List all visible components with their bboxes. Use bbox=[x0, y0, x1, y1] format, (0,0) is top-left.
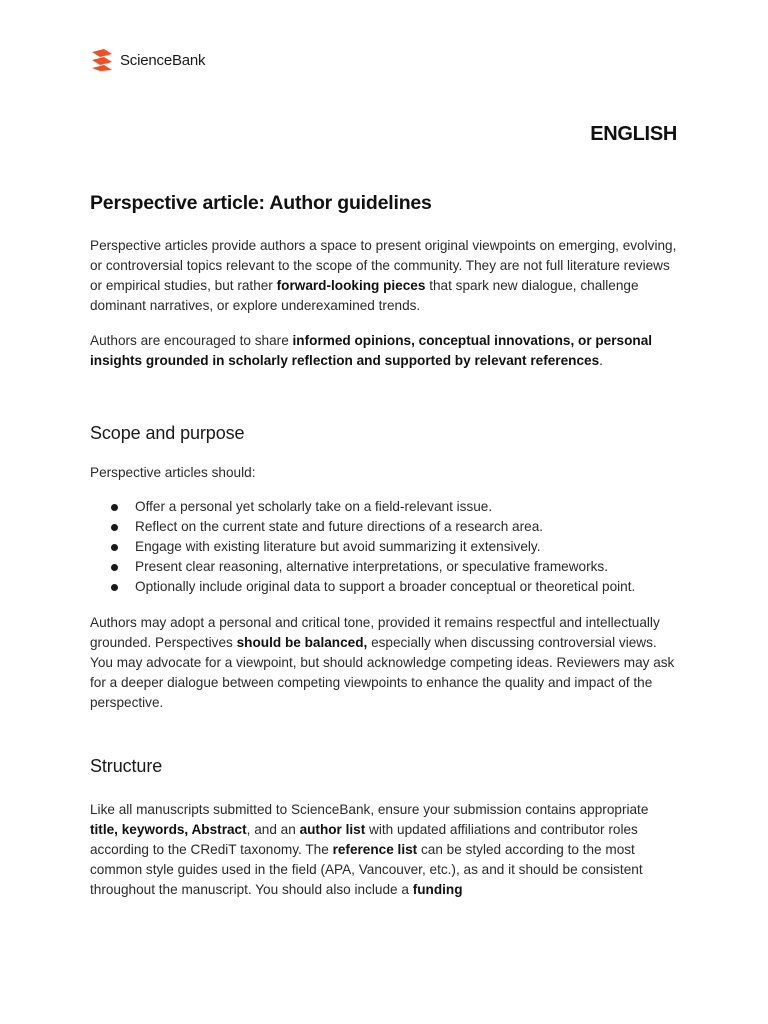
tone-text: especially when discussing controversial views. You may advocate for a viewpoint, but should acknowledge competing ideas. Reviewers may ask for a deeper dialogue between competing viewpoints to enhance the quality and impact of the perspective. bbox=[90, 635, 675, 710]
brand-logo[interactable] bbox=[91, 48, 205, 72]
list-item bbox=[90, 557, 677, 577]
scope-list bbox=[90, 497, 677, 597]
tone-paragraph bbox=[90, 613, 677, 713]
list-item-text: Offer a personal yet scholarly take on a field-relevant issue. bbox=[135, 499, 493, 514]
language-label: ENGLISH bbox=[590, 123, 677, 145]
intro-text: Perspective articles provide authors a space to present original viewpoints on emerging, evolving, or controversial topics relevant to the scope of the community. They are not full literature reviews or empirical studies, but rather bbox=[90, 238, 677, 293]
sciencebank-logo-icon bbox=[91, 48, 113, 72]
scope-heading: Scope and purpose bbox=[90, 423, 245, 443]
bullet-icon bbox=[111, 544, 118, 551]
page-title: Perspective article: Author guidelines bbox=[90, 192, 432, 214]
encouragement-paragraph bbox=[90, 331, 677, 371]
intro-paragraph bbox=[90, 236, 677, 316]
list-item bbox=[90, 497, 677, 517]
bullet-icon bbox=[111, 524, 118, 531]
intro-emphasis: forward-looking pieces bbox=[276, 278, 426, 293]
list-item-text: Reflect on the current state and future directions of a research area. bbox=[135, 519, 544, 534]
list-item bbox=[90, 577, 677, 597]
structure-emphasis: reference list bbox=[332, 842, 418, 857]
structure-heading: Structure bbox=[90, 756, 163, 776]
structure-text: Like all manuscripts submitted to ScienceBank, ensure your submission contains appropriate bbox=[90, 802, 649, 817]
structure-emphasis: funding bbox=[412, 882, 463, 897]
structure-text: with updated affiliations and contributor roles according to the CRediT taxonomy. The bbox=[90, 822, 638, 857]
list-item bbox=[90, 517, 677, 537]
encouragement-emphasis: informed opinions, conceptual innovations, or personal insights grounded in scholarly reflection and supported by relevant references bbox=[90, 333, 653, 368]
structure-emphasis: title, keywords, Abstract bbox=[90, 822, 247, 837]
brand-name: ScienceBank bbox=[120, 51, 206, 69]
scope-lead: Perspective articles should: bbox=[90, 465, 256, 480]
list-item-text: Optionally include original data to support a broader conceptual or theoretical point. bbox=[135, 579, 636, 594]
structure-text: can be styled according to the most common style guides used in the field (APA, Vancouver, etc.), as and it should be consistent throughout the manuscript. You should also include a bbox=[90, 842, 643, 897]
structure-paragraph bbox=[90, 800, 677, 900]
structure-emphasis: author list bbox=[299, 822, 366, 837]
bullet-icon bbox=[111, 564, 118, 571]
list-item-text: Present clear reasoning, alternative interpretations, or speculative frameworks. bbox=[135, 559, 608, 574]
bullet-icon bbox=[111, 584, 118, 591]
tone-emphasis: should be balanced, bbox=[236, 635, 368, 650]
bullet-icon bbox=[111, 504, 118, 511]
list-item bbox=[90, 537, 677, 557]
intro-text: that spark new dialogue, challenge dominant narratives, or explore underexamined trends. bbox=[90, 278, 639, 313]
tone-text: Authors may adopt a personal and critical tone, provided it remains respectful and intellectually grounded. Perspectives bbox=[90, 615, 660, 650]
list-item-text: Engage with existing literature but avoid summarizing it extensively. bbox=[135, 539, 541, 554]
encouragement-text: . bbox=[599, 353, 603, 368]
encouragement-text: Authors are encouraged to share bbox=[90, 333, 293, 348]
structure-text: , and an bbox=[246, 822, 300, 837]
